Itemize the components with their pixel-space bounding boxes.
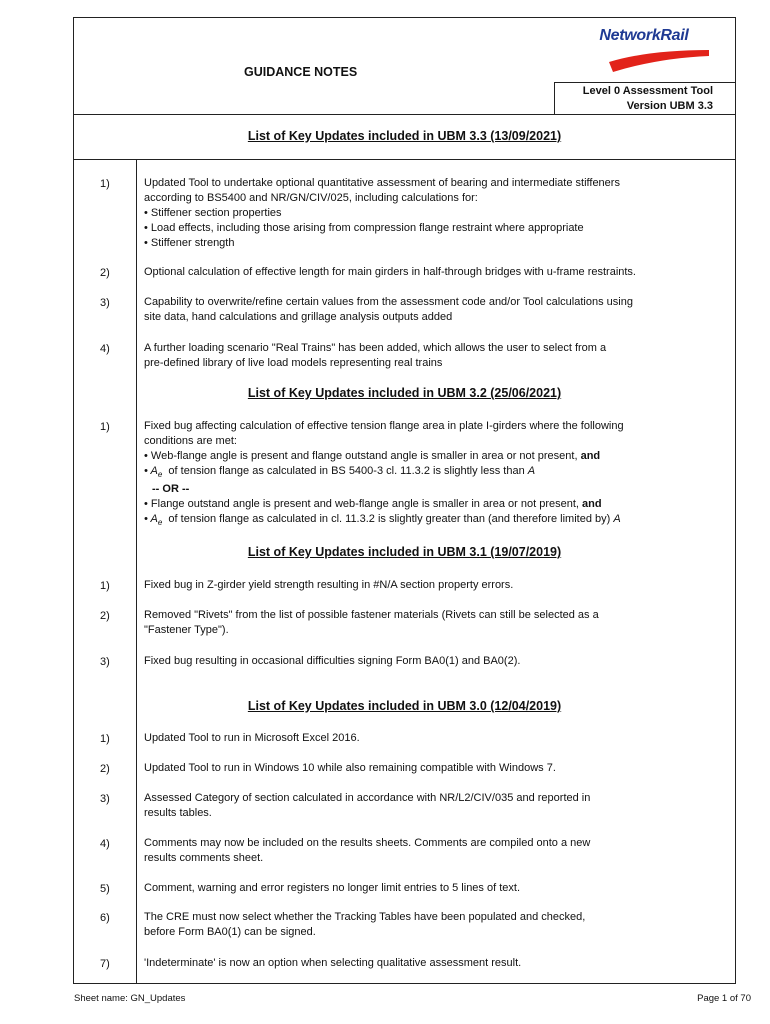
column-divider <box>136 159 137 983</box>
section-title-3-1: List of Key Updates included in UBM 3.1 (19/07/2019) <box>247 545 562 559</box>
list-item: Fixed bug in Z-girder yield strength resulting in #N/A section property errors. <box>144 579 514 591</box>
item-number: 7) <box>100 958 110 970</box>
page-header <box>74 18 735 115</box>
list-item: Fixed bug affecting calculation of effective tension flange area in plate I-girders where the following conditions are met: • Web-flange angle is present and flange outstand angle is smaller in area or not present, and • $A_e$ of tension flange as calculated in BS 5400-3 cl. 11.3.2 is slightly less than A -- OR -- • Flange outstand angle is present and web-flange angle is smaller in area or not present, and • $A_e$ of tension flange as calculated in cl. 11.3.2 is slightly greater than (and therefore limited by) A <box>144 420 624 528</box>
logo-swoosh-icon <box>569 24 719 84</box>
item-number: 2) <box>100 610 110 622</box>
version-box <box>554 82 735 114</box>
tool-name: Level 0 Assessment Tool <box>582 85 713 97</box>
section-title-3-0: List of Key Updates included in UBM 3.0 (12/04/2019) <box>247 699 562 713</box>
section-title-3-3: List of Key Updates included in UBM 3.3 (13/09/2021) <box>247 129 562 143</box>
list-item: Updated Tool to undertake optional quantitative assessment of bearing and intermediate stiffeners according to BS5400 and NR/GN/CIV/025, including calculations for: • Stiffener section properties • Load effects, including those arising from compression flange restraint where appropriate • Stiffener strength <box>144 177 620 249</box>
list-item: Capability to overwrite/refine certain values from the assessment code and/or Tool calculations using site data, hand calculations and grillage analysis outputs added <box>144 296 633 323</box>
list-item: Comments may now be included on the results sheets. Comments are compiled onto a new results comments sheet. <box>144 837 591 864</box>
section-title-3-2: List of Key Updates included in UBM 3.2 (25/06/2021) <box>247 386 562 400</box>
sheet-name: Sheet name: GN_Updates <box>74 993 186 1004</box>
list-item: Updated Tool to run in Windows 10 while also remaining compatible with Windows 7. <box>144 762 556 774</box>
list-item: 'Indeterminate' is now an option when selecting qualitative assessment result. <box>144 957 522 969</box>
item-number: 3) <box>100 297 110 309</box>
document-frame <box>73 17 736 984</box>
list-item: Assessed Category of section calculated in accordance with NR/L2/CIV/035 and reported in results tables. <box>144 792 591 819</box>
item-number: 5) <box>100 883 110 895</box>
item-number: 1) <box>100 580 110 592</box>
item-number: 1) <box>100 421 110 433</box>
item-number: 2) <box>100 763 110 775</box>
item-number: 1) <box>100 178 110 190</box>
list-item: Optional calculation of effective length for main girders in half-through bridges with u-frame restraints. <box>144 266 636 278</box>
item-number: 6) <box>100 912 110 924</box>
list-item: Removed "Rivets" from the list of possible fastener materials (Rivets can still be selected as a "Fastener Type"). <box>144 609 599 636</box>
list-item: The CRE must now select whether the Tracking Tables have been populated and checked, before Form BA0(1) can be signed. <box>144 911 586 938</box>
item-number: 1) <box>100 733 110 745</box>
item-number: 4) <box>100 838 110 850</box>
list-item: A further loading scenario "Real Trains" has been added, which allows the user to select from a pre-defined library of live load models representing real trains <box>144 342 607 369</box>
list-item: Fixed bug resulting in occasional difficulties signing Form BA0(1) and BA0(2). <box>144 655 521 667</box>
item-number: 4) <box>100 343 110 355</box>
tool-version: Version UBM 3.3 <box>626 100 713 112</box>
item-number: 3) <box>100 656 110 668</box>
item-number: 2) <box>100 267 110 279</box>
page-number: Page 1 of 70 <box>697 993 751 1004</box>
list-item: Comment, warning and error registers no longer limit entries to 5 lines of text. <box>144 882 520 894</box>
item-number: 3) <box>100 793 110 805</box>
page-title: GUIDANCE NOTES <box>244 65 358 79</box>
logo-text: NetworkRail <box>599 27 689 44</box>
section-title-bar <box>74 114 735 160</box>
network-rail-logo <box>569 24 719 84</box>
list-item: Updated Tool to run in Microsoft Excel 2016. <box>144 732 360 744</box>
